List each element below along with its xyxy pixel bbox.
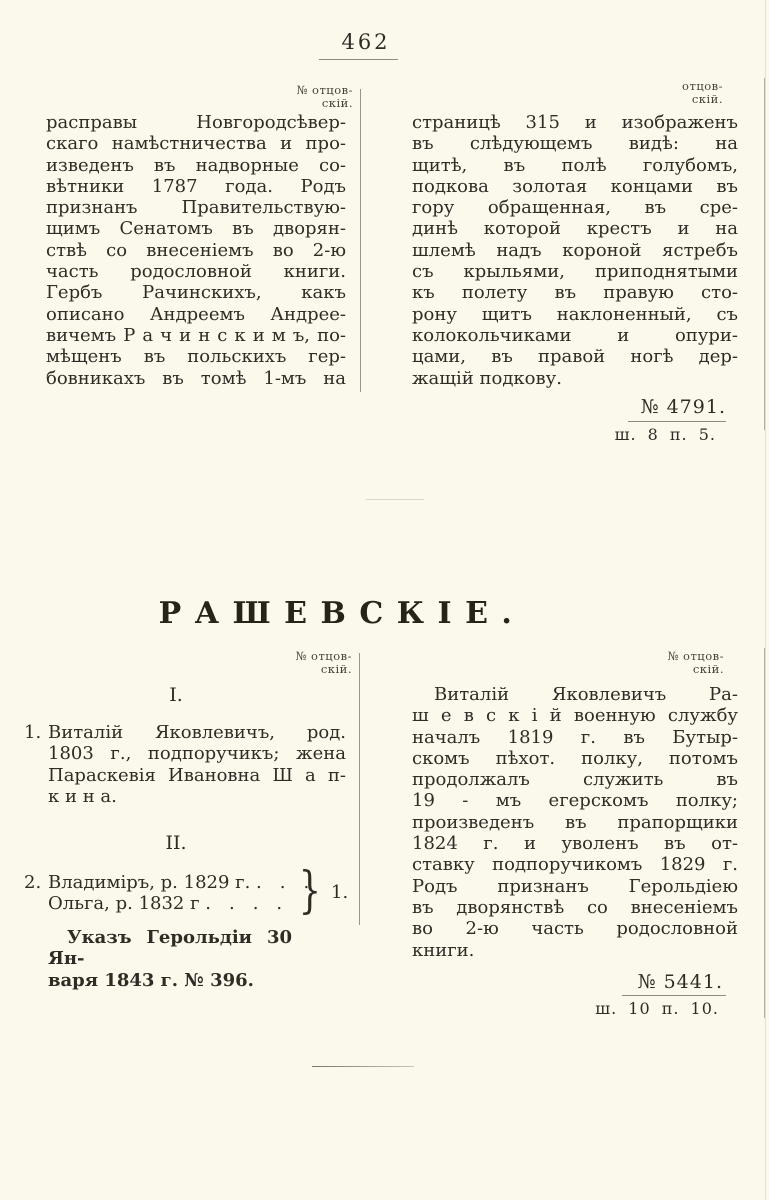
text-line: Указъ Герольдіи 30 Ян- [48,927,292,970]
text-line: къ полету въ правую сто- [412,282,738,304]
generation-heading-2: II. [165,832,187,854]
column-header-line: № отцов- [667,649,724,663]
text-line: признанъ Правительствую- [46,197,346,219]
top-left-column-header [296,84,353,110]
page-edge-line [765,0,766,1200]
text-line: произведенъ въ прапорщики [412,811,738,833]
column-rule [359,653,360,925]
text-line: расправы Новгородсѣвер- [46,112,346,133]
column-header-line: скій. [321,96,353,110]
text-line: Ольга, р. 1832 г . . . . [48,893,283,915]
text-line: вичемъ Р а ч и н с к и м ъ, по- [46,324,346,346]
text-line: началъ 1819 г. въ Бутыр- [412,726,738,748]
column-header-line: № отцов- [296,83,353,97]
text-line: вѣтники 1787 года. Родъ [46,175,346,197]
entry-number: 2. [24,872,42,893]
text-line: Виталій Яковлевичъ, род. [48,722,346,743]
text-line: Родъ признанъ Герольдіею [412,875,738,897]
column-rule [764,78,765,430]
entry-vitaliy [48,722,346,807]
text-line: Виталій Яковлевичъ Ра- [434,684,738,705]
text-line: варя 1843 г. № 396. [48,969,254,991]
father-number: 1. [331,882,349,903]
text-line: съ крыльями, приподнятыми [412,261,738,283]
entry-number: 1. [24,722,42,743]
column-header-line: скій. [691,92,723,106]
column-header-line: скій. [320,662,352,676]
text-line: колокольчиками и опури- [412,324,738,346]
text-line: въ слѣдующемъ видѣ: на [412,133,738,155]
record-number-rule [622,995,726,996]
grouping-brace: } [298,861,322,919]
text-line: динѣ которой крестъ и на [412,218,738,240]
text-line: Владиміръ, р. 1829 г. . . . [48,872,310,893]
text-line: рону щитъ наклоненный, съ [412,303,738,325]
column-rule [764,648,765,1018]
record-code: ш. 8 п. 5. [614,425,716,444]
text-line: подкова золотая концами въ [412,175,738,197]
text-line: описано Андреемъ Андрее- [46,303,346,325]
text-line: гору обращенная, въ сре- [412,197,738,219]
record-number: № 4791. [640,396,726,418]
entry-children [48,872,310,915]
text-line: часть родословной книги. [46,261,346,283]
text-line: жащій подкову. [412,367,562,389]
text-line: мѣщенъ въ польскихъ гер- [46,346,346,368]
text-line: страницѣ 315 и изображенъ [412,112,738,133]
text-line: к и н а. [48,785,117,807]
column-rule [360,89,361,392]
text-line: скомъ пѣхот. полку, потомъ [412,747,738,769]
text-line: 19 - мъ егерскомъ полку; [412,790,738,812]
section-divider [366,499,424,500]
paragraph-rachinskie-left [46,112,346,389]
bottom-divider [312,1066,414,1067]
text-line: щимъ Сенатомъ въ дворян- [46,218,346,240]
page-number-rule [319,59,398,60]
text-line: въ дворянствѣ со внесеніемъ [412,896,738,918]
text-line: ш е в с к і й военную службу [412,705,738,727]
record-number-rule [628,421,726,422]
text-line: во 2-ю часть родословной [412,918,738,940]
text-line: цами, въ правой ногѣ дер- [412,346,738,368]
text-line: Гербъ Рачинскихъ, какъ [46,282,346,304]
text-line: скаго намѣстничества и про- [46,133,346,155]
text-line: изведенъ въ надворные со- [46,154,346,176]
paragraph-rashevskiy-right [412,684,738,961]
text-line: продолжалъ служить въ [412,769,738,791]
record-number: № 5441. [637,971,723,993]
family-title: РАШЕВСКІЕ. [158,596,526,631]
column-header-line: отцов- [682,79,723,93]
column-header-line: скій. [692,662,724,676]
text-line: 1824 г. и уволенъ въ от- [412,833,738,855]
text-line: книги. [412,939,475,961]
text-line: щитѣ, въ полѣ голубомъ, [412,154,738,176]
text-line: 1803 г., подпоручикъ; жена [48,743,346,765]
text-line: шлемѣ надъ короной ястребъ [412,239,738,261]
generation-heading-1: I. [169,684,183,706]
top-right-column-header [682,80,723,106]
column-header-line: № отцов- [295,649,352,663]
text-line: Параскевія Ивановна Ш а п- [48,764,346,786]
text-line: бовникахъ въ томѣ 1-мъ на [46,367,346,389]
text-line: ставку подпоручикомъ 1829 г. [412,854,738,876]
text-line: ствѣ со внесеніемъ во 2-ю [46,239,346,261]
family-right-column-header [667,650,724,676]
family-left-column-header [295,650,352,676]
record-code: ш. 10 п. 10. [595,999,719,1018]
paragraph-rachinskie-right [412,112,738,389]
page-number: 462 [341,30,391,54]
decree-note [48,927,292,991]
